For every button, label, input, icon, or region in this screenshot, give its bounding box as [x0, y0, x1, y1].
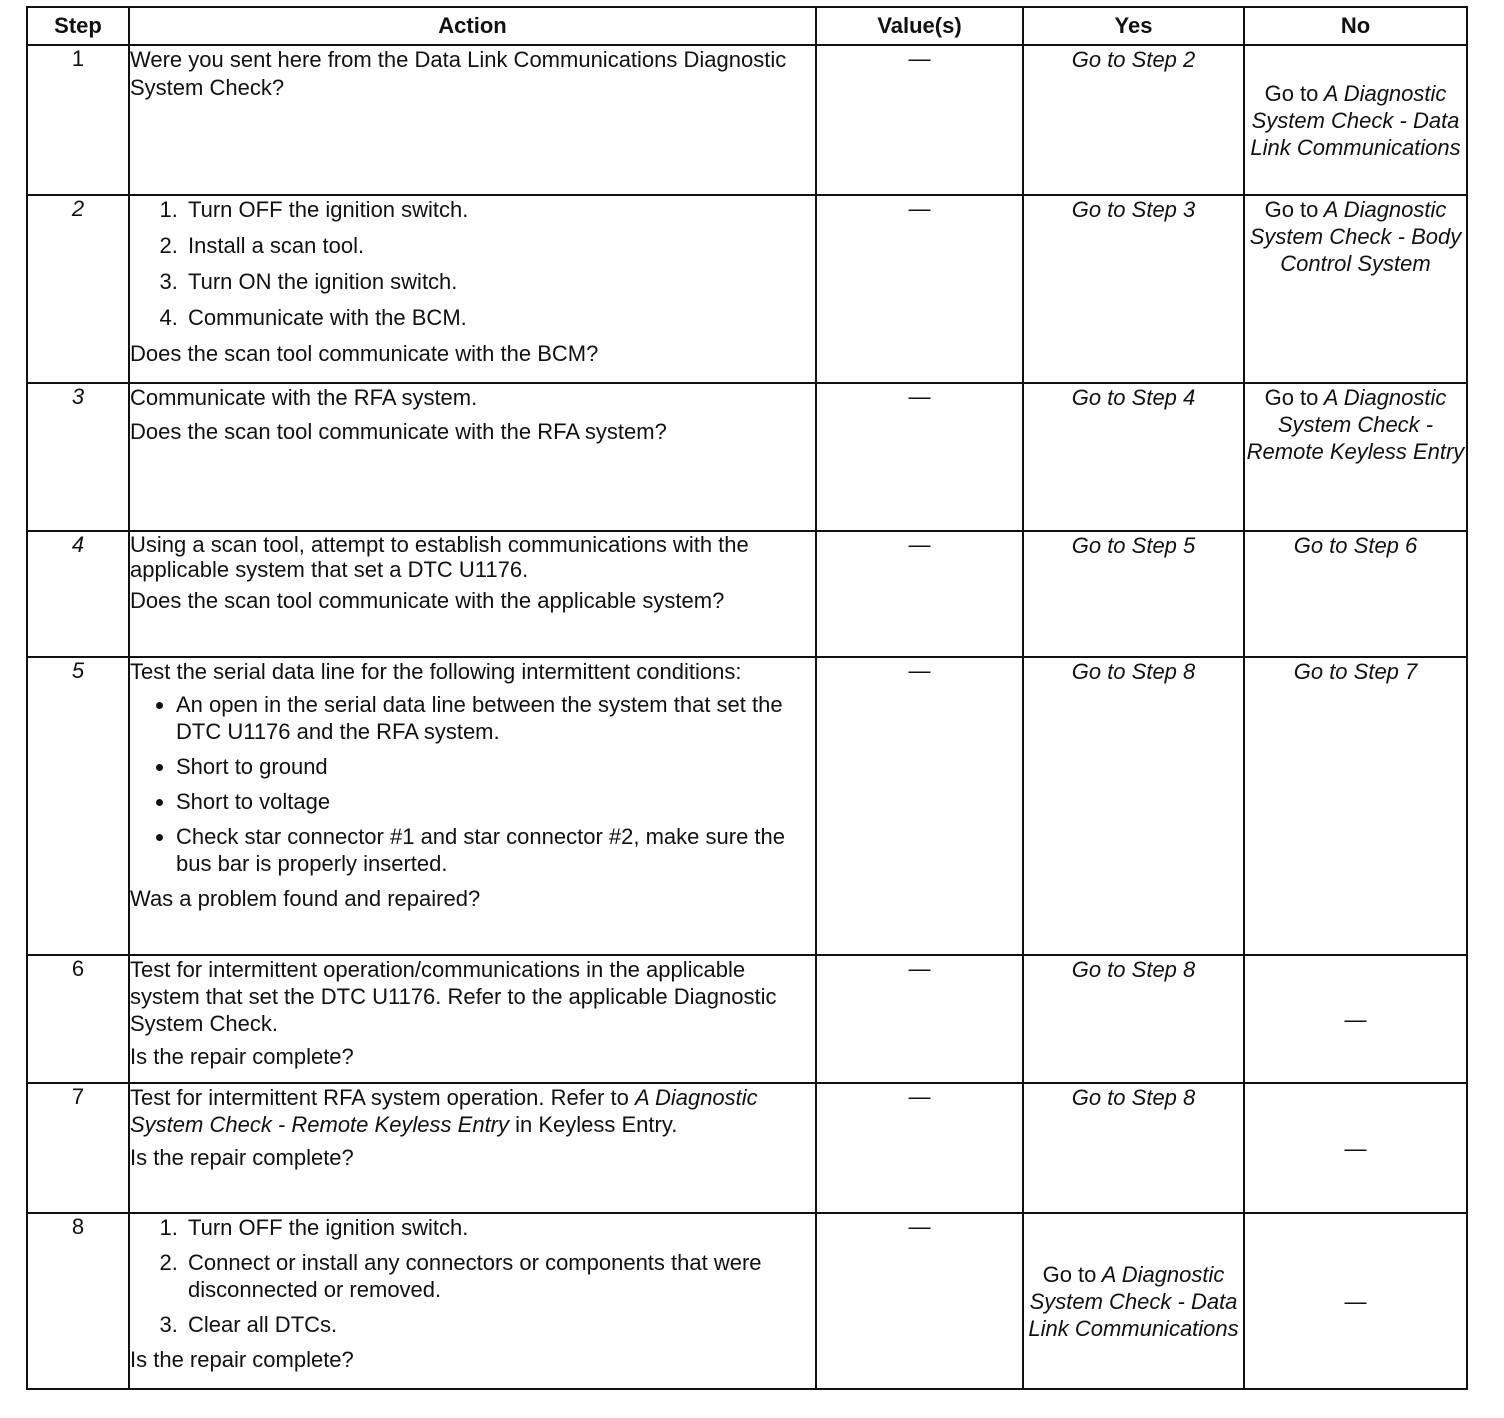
- no-cell: [1244, 45, 1467, 195]
- value-cell: —: [816, 45, 1023, 195]
- header-values: Value(s): [816, 7, 1023, 45]
- condition-item: • Short to voltage: [176, 788, 815, 815]
- yes-cell: Go to Step 8: [1023, 1083, 1244, 1213]
- action-text: [130, 1084, 815, 1138]
- no-cell: [1244, 195, 1467, 383]
- action-cell: [129, 1213, 816, 1389]
- action-question: Does the scan tool communicate with the applicable system?: [130, 588, 725, 613]
- no-cell: —: [1244, 1083, 1467, 1213]
- header-action: Action: [129, 7, 816, 45]
- yes-cell: Go to Step 8: [1023, 955, 1244, 1083]
- no-go-to: Go to: [1264, 197, 1319, 222]
- no-ref-a: A: [1323, 80, 1338, 106]
- action-cell: [129, 45, 816, 195]
- action-cell: [129, 195, 816, 383]
- action-steps: [130, 1214, 815, 1338]
- no-ref-a: A: [1323, 197, 1338, 222]
- action-text-pre: Test for intermittent RFA system operation. Refer to: [130, 1085, 635, 1110]
- action-cell: [129, 1083, 816, 1213]
- condition-list: [130, 691, 815, 877]
- table-row: [27, 955, 1467, 1083]
- action-step-item: 2. Install a scan tool.: [184, 232, 815, 260]
- value-cell: —: [816, 1213, 1023, 1389]
- action-step-item: 3. Turn ON the ignition switch.: [184, 268, 815, 296]
- condition-item: • An open in the serial data line between the system that set the DTC U1176 and the RFA system.: [176, 691, 815, 745]
- action-cell: [129, 383, 816, 531]
- diagnostic-table: [26, 6, 1468, 1390]
- table-row: [27, 1083, 1467, 1213]
- action-question: Is the repair complete?: [130, 1347, 354, 1372]
- value-cell: —: [816, 657, 1023, 955]
- value-cell: —: [816, 383, 1023, 531]
- value-cell: —: [816, 1083, 1023, 1213]
- step-number: 8: [27, 1213, 129, 1389]
- yes-cell: Go to Step 8: [1023, 657, 1244, 955]
- table-row: [27, 195, 1467, 383]
- table-row: [27, 1213, 1467, 1389]
- yes-ref-rest: Diagnostic System Check - Data Link Communications: [1028, 1261, 1239, 1341]
- yes-cell: Go to Step 4: [1023, 383, 1244, 531]
- header-row: [27, 7, 1467, 45]
- no-cell: [1244, 383, 1467, 531]
- value-cell: —: [816, 955, 1023, 1083]
- action-text: Test the serial data line for the following intermittent conditions:: [130, 659, 742, 684]
- condition-item: • Check star connector #1 and star connector #2, make sure the bus bar is properly inserted.: [176, 823, 815, 877]
- action-step-item: 1. Turn OFF the ignition switch.: [184, 196, 815, 224]
- no-go-to: Go to: [1264, 385, 1319, 410]
- table-row: [27, 383, 1467, 531]
- no-ref-rest: Diagnostic System Check - Data Link Communications: [1250, 80, 1461, 160]
- no-go-to: Go to: [1264, 80, 1319, 106]
- yes-ref-a: A: [1101, 1261, 1116, 1287]
- table-row: [27, 45, 1467, 195]
- step-number: 7: [27, 1083, 129, 1213]
- action-step-item: 3. Clear all DTCs.: [184, 1311, 815, 1338]
- no-ref-rest: Diagnostic System Check - Remote Keyless Entry: [1246, 385, 1465, 464]
- no-ref-rest: Diagnostic System Check - Body Control System: [1249, 197, 1462, 276]
- table-row: [27, 657, 1467, 955]
- no-cell: Go to Step 7: [1244, 657, 1467, 955]
- action-step-item: 2. Connect or install any connectors or components that were disconnected or removed.: [184, 1249, 815, 1303]
- table-row: [27, 531, 1467, 657]
- action-question: Were you sent here from the Data Link Communications Diagnostic System Check?: [130, 47, 787, 100]
- yes-go-to: Go to: [1042, 1261, 1097, 1287]
- condition-item: • Short to ground: [176, 753, 815, 780]
- no-cell: —: [1244, 1213, 1467, 1389]
- value-cell: —: [816, 531, 1023, 657]
- yes-cell: [1023, 1213, 1244, 1389]
- action-cell: [129, 955, 816, 1083]
- action-text: Communicate with the RFA system.: [130, 385, 478, 410]
- value-cell: —: [816, 195, 1023, 383]
- action-question: Is the repair complete?: [130, 1145, 354, 1170]
- step-number: 1: [27, 45, 129, 195]
- action-question: Is the repair complete?: [130, 1044, 354, 1069]
- action-question: Does the scan tool communicate with the BCM?: [130, 341, 599, 366]
- step-number: 2: [27, 195, 129, 383]
- action-text: Test for intermittent operation/communications in the applicable system that set the DTC U1176. Refer to the applicable Diagnostic System Check.: [130, 957, 777, 1036]
- action-cell: [129, 657, 816, 955]
- yes-cell: Go to Step 5: [1023, 531, 1244, 657]
- action-cell: [129, 531, 816, 657]
- yes-cell: Go to Step 3: [1023, 195, 1244, 383]
- no-cell: Go to Step 6: [1244, 531, 1467, 657]
- header-no: No: [1244, 7, 1467, 45]
- action-steps: [130, 196, 815, 332]
- header-step: Step: [27, 7, 129, 45]
- action-text-ref: A Diagnostic System Check - Remote Keyless Entry: [130, 1085, 758, 1137]
- no-cell: —: [1244, 955, 1467, 1083]
- action-question: Does the scan tool communicate with the RFA system?: [130, 419, 667, 444]
- action-text-post: in Keyless Entry.: [509, 1112, 678, 1137]
- no-ref-a: A: [1323, 385, 1338, 410]
- step-number: 3: [27, 383, 129, 531]
- header-yes: Yes: [1023, 7, 1244, 45]
- step-number: 5: [27, 657, 129, 955]
- step-number: 6: [27, 955, 129, 1083]
- action-question: Was a problem found and repaired?: [130, 886, 481, 911]
- action-step-item: 4. Communicate with the BCM.: [184, 304, 815, 332]
- action-step-item: 1. Turn OFF the ignition switch.: [184, 1214, 815, 1241]
- yes-cell: Go to Step 2: [1023, 45, 1244, 195]
- action-text: Using a scan tool, attempt to establish communications with the applicable system that set a DTC U1176.: [130, 532, 749, 582]
- step-number: 4: [27, 531, 129, 657]
